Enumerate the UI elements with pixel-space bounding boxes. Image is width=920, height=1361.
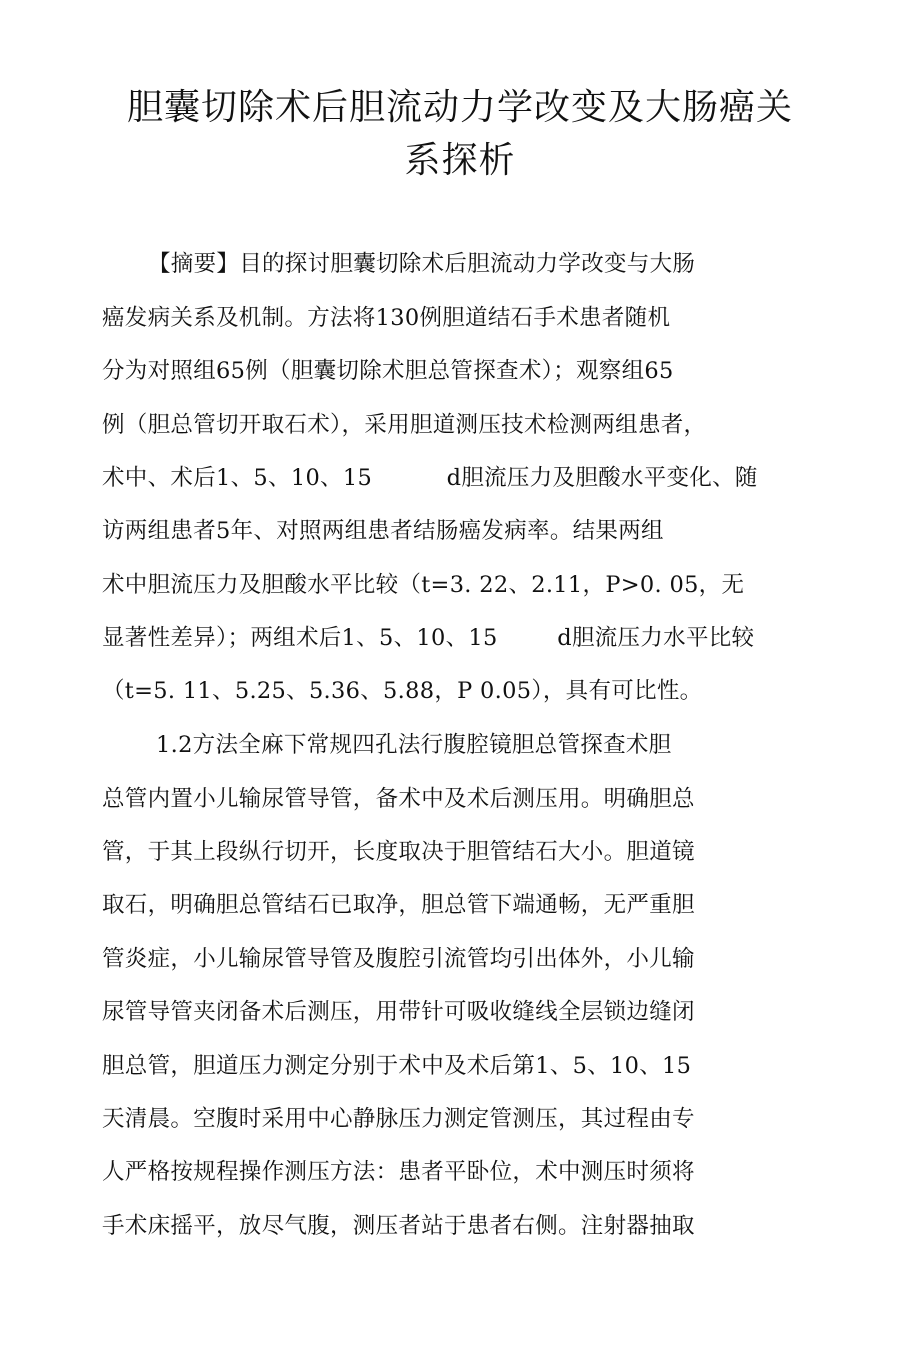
abstract-line: 分为对照组65例（胆囊切除术胆总管探查术）；观察组65 [102, 358, 674, 384]
abstract-line: 【摘要】目的探讨胆囊切除术后胆流动力学改变与大肠 [148, 251, 696, 277]
document-title-line-2: 系探析 [404, 140, 516, 181]
abstract-line: 术中胆流压力及胆酸水平比较（t=3. 22、2.11，P>0. 05，无 [102, 572, 745, 598]
abstract-line: 术中、术后1、5、10、15 d胆流压力及胆酸水平变化、随 [102, 465, 758, 491]
abstract-line: （t=5. 11、5.25、5.36、5.88，P 0.05），具有可比性。 [102, 678, 703, 704]
method-line: 1.2方法全麻下常规四孔法行腹腔镜胆总管探查术胆 [156, 732, 672, 758]
method-line: 手术床摇平，放尽气腹，测压者站于患者右侧。注射器抽取 [102, 1213, 695, 1239]
method-line: 取石，明确胆总管结石已取净，胆总管下端通畅，无严重胆 [102, 892, 695, 918]
method-line: 胆总管，胆道压力测定分别于术中及术后第1、5、10、15 [102, 1053, 692, 1079]
method-line: 总管内置小儿输尿管导管，备术中及术后测压用。明确胆总 [102, 786, 695, 812]
method-line: 管炎症，小儿输尿管导管及腹腔引流管均引出体外，小儿输 [102, 946, 695, 972]
method-line: 管，于其上段纵行切开，长度取决于胆管结石大小。胆道镜 [102, 839, 695, 865]
method-line: 天清晨。空腹时采用中心静脉压力测定管测压，其过程由专 [102, 1106, 695, 1132]
abstract-line: 例（胆总管切开取石术），采用胆道测压技术检测两组患者， [102, 412, 707, 438]
abstract-line: 显著性差异）；两组术后1、5、10、15 d胆流压力水平比较 [102, 625, 755, 651]
abstract-line: 癌发病关系及机制。方法将130例胆道结石手术患者随机 [102, 305, 671, 331]
method-line: 人严格按规程操作测压方法：患者平卧位，术中测压时须将 [102, 1159, 695, 1185]
abstract-line: 访两组患者5年、对照两组患者结肠癌发病率。结果两组 [102, 518, 664, 544]
document-title-line-1: 胆囊切除术后胆流动力学改变及大肠癌关 [126, 87, 793, 128]
method-line: 尿管导管夹闭备术后测压，用带针可吸收缝线全层锁边缝闭 [102, 999, 695, 1025]
